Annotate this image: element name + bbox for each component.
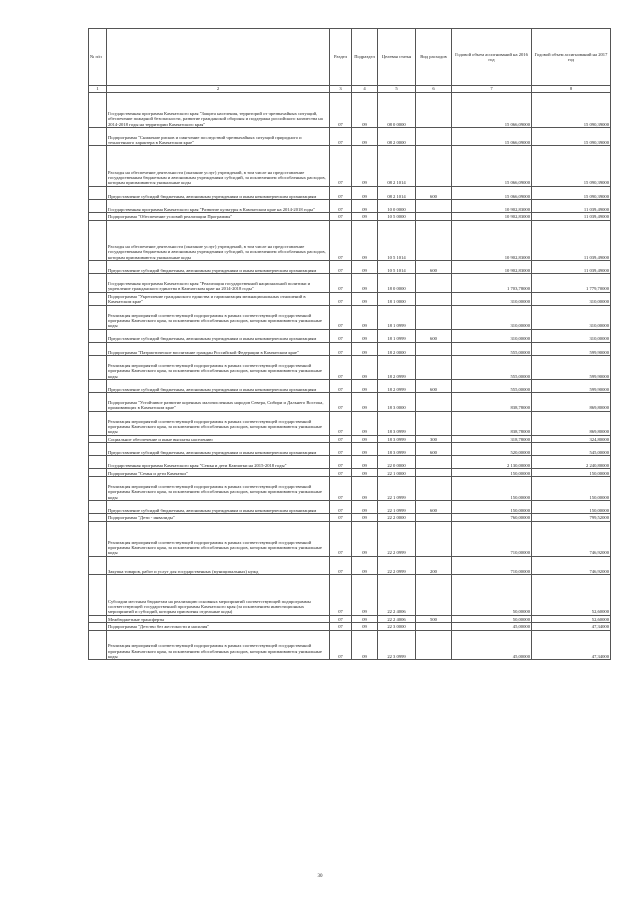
budget-table-sheet (88, 28, 610, 660)
cell-razdel: 07 (330, 260, 352, 273)
cell-razdel: 07 (330, 443, 352, 456)
cell-y2017: 11 039,49000 (532, 212, 611, 220)
cell-y2016: 710,00000 (452, 521, 532, 556)
cell-num (89, 630, 107, 659)
cell-csr: 18 2 0999 (378, 379, 416, 392)
cell-vid (416, 469, 452, 477)
cell-vid (416, 392, 452, 411)
cell-csr: 08 0 0000 (378, 93, 416, 128)
cell-num (89, 556, 107, 575)
cell-y2017: 310,00000 (532, 292, 611, 305)
cell-vid (416, 212, 452, 220)
header-podrazdel: Подраздел (352, 29, 378, 86)
cell-podrazdel: 09 (352, 556, 378, 575)
cell-y2017: 869,80000 (532, 411, 611, 435)
cell-podrazdel: 09 (352, 274, 378, 293)
cell-y2016: 838,78000 (452, 392, 532, 411)
cell-vid: 600 (416, 186, 452, 199)
cell-razdel: 07 (330, 556, 352, 575)
cell-podrazdel: 09 (352, 127, 378, 146)
cell-podrazdel: 09 (352, 355, 378, 379)
cell-razdel: 07 (330, 274, 352, 293)
cell-num (89, 146, 107, 186)
cell-y2017: 799,52000 (532, 514, 611, 522)
cell-razdel: 07 (330, 615, 352, 623)
cell-name: Предоставление субсидий бюджетным, автономным учреждениям и иным некоммерческим организациям (107, 379, 330, 392)
cell-y2017: 15 090,39000 (532, 146, 611, 186)
cell-num (89, 456, 107, 469)
cell-vid: 600 (416, 329, 452, 342)
cell-vid (416, 292, 452, 305)
index-cell: 8 (532, 86, 611, 93)
cell-razdel: 07 (330, 514, 352, 522)
cell-name: Подпрограмма "Патриотическое воспитание граждан Российской Федерации в Камчатском крае" (107, 342, 330, 355)
cell-y2017: 746,92000 (532, 556, 611, 575)
cell-razdel: 07 (330, 292, 352, 305)
cell-podrazdel: 09 (352, 500, 378, 513)
cell-num (89, 500, 107, 513)
cell-vid (416, 127, 452, 146)
cell-name: Закупка товаров, работ и услуг для государственных (муниципальных) нужд (107, 556, 330, 575)
cell-vid (416, 146, 452, 186)
cell-vid (416, 575, 452, 615)
cell-csr: 18 3 0999 (378, 435, 416, 443)
cell-razdel: 07 (330, 435, 352, 443)
cell-y2017: 150,00000 (532, 500, 611, 513)
cell-y2017: 15 090,39000 (532, 186, 611, 199)
cell-y2016: 310,00000 (452, 292, 532, 305)
cell-vid: 600 (416, 443, 452, 456)
table-row (89, 127, 611, 146)
cell-y2016: 10 902,83000 (452, 212, 532, 220)
table-row (89, 521, 611, 556)
cell-y2017: 1 779,70000 (532, 274, 611, 293)
cell-name: Реализация мероприятий соответствующей подпрограммы в рамках соответствующей государственной программы Камчатского края, за исключением обособленных расходов, которым присваиваются уникальные коды (107, 411, 330, 435)
cell-y2017: 545,00000 (532, 443, 611, 456)
cell-csr: 08 2 0000 (378, 127, 416, 146)
cell-name: Предоставление субсидий бюджетным, автономным учреждениям и иным некоммерческим организациям (107, 186, 330, 199)
cell-podrazdel: 09 (352, 469, 378, 477)
cell-num (89, 521, 107, 556)
cell-csr: 08 2 1014 (378, 186, 416, 199)
cell-y2016: 150,00000 (452, 500, 532, 513)
cell-num (89, 93, 107, 128)
cell-csr: 18 1 0000 (378, 292, 416, 305)
table-row (89, 199, 611, 212)
cell-vid (416, 342, 452, 355)
cell-razdel: 07 (330, 199, 352, 212)
cell-podrazdel: 09 (352, 435, 378, 443)
cell-y2016: 555,00000 (452, 379, 532, 392)
index-cell: 6 (416, 86, 452, 93)
table-row (89, 329, 611, 342)
cell-vid: 600 (416, 260, 452, 273)
cell-csr: 18 1 0999 (378, 329, 416, 342)
table-row (89, 220, 611, 260)
cell-razdel: 07 (330, 146, 352, 186)
cell-num (89, 274, 107, 293)
cell-y2016: 15 066,09000 (452, 93, 532, 128)
cell-num (89, 411, 107, 435)
cell-y2016: 760,00000 (452, 514, 532, 522)
cell-podrazdel: 09 (352, 342, 378, 355)
cell-y2016: 555,00000 (452, 342, 532, 355)
cell-y2016: 710,00000 (452, 556, 532, 575)
table-row (89, 456, 611, 469)
cell-y2016: 310,00000 (452, 305, 532, 329)
cell-csr: 18 2 0999 (378, 355, 416, 379)
cell-csr: 22 2 4006 (378, 615, 416, 623)
cell-csr: 10 5 0000 (378, 212, 416, 220)
cell-y2017: 869,80000 (532, 392, 611, 411)
table-row (89, 615, 611, 623)
table-row (89, 476, 611, 500)
table-row (89, 186, 611, 199)
cell-podrazdel: 09 (352, 514, 378, 522)
cell-name: Социальное обеспечение и иные выплаты населению (107, 435, 330, 443)
cell-podrazdel: 09 (352, 220, 378, 260)
cell-y2016: 10 902,83000 (452, 260, 532, 273)
cell-num (89, 212, 107, 220)
cell-podrazdel: 09 (352, 292, 378, 305)
cell-num (89, 260, 107, 273)
table-body (89, 93, 611, 660)
cell-csr: 10 0 0000 (378, 199, 416, 212)
cell-vid (416, 456, 452, 469)
cell-csr: 22 1 0999 (378, 500, 416, 513)
cell-csr: 08 2 1014 (378, 146, 416, 186)
header-y2016: Годовой объем ассигнований на 2016 год (452, 29, 532, 86)
cell-csr: 18 3 0999 (378, 443, 416, 456)
cell-vid (416, 411, 452, 435)
cell-csr: 10 5 1014 (378, 260, 416, 273)
cell-y2017: 47,34000 (532, 623, 611, 631)
cell-name: Субсидии местным бюджетам на реализацию основных мероприятий соответствующей подпрограммы соответствующей государственной программы Камчатского края (за исключением инвестиционных мероприятий и субсидий, которым присвоены отдельные коды) (107, 575, 330, 615)
cell-num (89, 514, 107, 522)
cell-vid: 200 (416, 556, 452, 575)
cell-y2016: 555,00000 (452, 355, 532, 379)
cell-podrazdel: 09 (352, 392, 378, 411)
cell-csr: 22 3 0000 (378, 623, 416, 631)
cell-num (89, 392, 107, 411)
cell-name: Реализация мероприятий соответствующей подпрограммы в рамках соответствующей государственной программы Камчатского края, за исключением обособленных расходов, которым присваиваются уникальные коды (107, 521, 330, 556)
cell-y2017: 150,00000 (532, 469, 611, 477)
cell-csr: 22 1 0999 (378, 476, 416, 500)
cell-vid (416, 274, 452, 293)
cell-csr: 18 3 0000 (378, 392, 416, 411)
table-row (89, 342, 611, 355)
cell-csr: 22 2 0000 (378, 514, 416, 522)
table-row (89, 392, 611, 411)
cell-csr: 22 2 0999 (378, 556, 416, 575)
table-row (89, 355, 611, 379)
cell-vid: 300 (416, 435, 452, 443)
cell-num (89, 469, 107, 477)
cell-razdel: 07 (330, 93, 352, 128)
cell-podrazdel: 09 (352, 305, 378, 329)
cell-y2016: 10 902,83000 (452, 220, 532, 260)
cell-y2016: 838,78000 (452, 411, 532, 435)
cell-y2017: 11 039,49000 (532, 199, 611, 212)
cell-podrazdel: 09 (352, 379, 378, 392)
index-cell: 2 (107, 86, 330, 93)
cell-name: Реализация мероприятий соответствующей подпрограммы в рамках соответствующей государственной программы Камчатского края, за исключением обособленных расходов, которым присваиваются уникальные коды (107, 630, 330, 659)
cell-name: Расходы на обеспечение деятельности (оказание услуг) учреждений, в том числе на предоставление государственным бюджетным и автономным учреждениям субсидий, за исключением обособленных расходов, которым присваиваются уникальные коды (107, 220, 330, 260)
cell-vid: 600 (416, 500, 452, 513)
cell-razdel: 07 (330, 476, 352, 500)
cell-name: Подпрограмма "Детство без жестокости и насилия" (107, 623, 330, 631)
cell-vid (416, 220, 452, 260)
cell-y2016: 45,00000 (452, 623, 532, 631)
cell-podrazdel: 09 (352, 575, 378, 615)
cell-csr: 18 3 0999 (378, 411, 416, 435)
index-cell: 4 (352, 86, 378, 93)
cell-razdel: 07 (330, 500, 352, 513)
table-row (89, 146, 611, 186)
cell-y2017: 11 039,49000 (532, 220, 611, 260)
header-name (107, 29, 330, 86)
cell-y2017: 15 090,39000 (532, 127, 611, 146)
cell-podrazdel: 09 (352, 411, 378, 435)
cell-razdel: 07 (330, 220, 352, 260)
header-y2017: Годовой объем ассигнований на 2017 год (532, 29, 611, 86)
table-header-row (89, 29, 611, 86)
cell-num (89, 199, 107, 212)
cell-podrazdel: 09 (352, 443, 378, 456)
cell-podrazdel: 09 (352, 456, 378, 469)
cell-y2017: 47,34000 (532, 630, 611, 659)
table-row (89, 514, 611, 522)
cell-y2016: 150,00000 (452, 469, 532, 477)
table-row (89, 575, 611, 615)
cell-name: Предоставление субсидий бюджетным, автономным учреждениям и иным некоммерческим организациям (107, 500, 330, 513)
header-csr: Целевая статья (378, 29, 416, 86)
cell-name: Предоставление субсидий бюджетным, автономным учреждениям и иным некоммерческим организациям (107, 260, 330, 273)
cell-razdel: 07 (330, 456, 352, 469)
column-index-row (89, 86, 611, 93)
index-cell: 5 (378, 86, 416, 93)
table-row (89, 379, 611, 392)
cell-vid (416, 521, 452, 556)
cell-num (89, 476, 107, 500)
cell-razdel: 07 (330, 212, 352, 220)
cell-csr: 18 1 0999 (378, 305, 416, 329)
cell-name: Реализация мероприятий соответствующей подпрограммы в рамках соответствующей государственной программы Камчатского края, за исключением обособленных расходов, которым присваиваются уникальные коды (107, 305, 330, 329)
table-row (89, 305, 611, 329)
cell-vid (416, 476, 452, 500)
cell-name: Реализация мероприятий соответствующей подпрограммы в рамках соответствующей государственной программы Камчатского края, за исключением обособленных расходов, которым присваиваются уникальные коды (107, 476, 330, 500)
cell-vid (416, 355, 452, 379)
cell-y2016: 10 902,83000 (452, 199, 532, 212)
cell-podrazdel: 09 (352, 615, 378, 623)
cell-y2016: 15 066,09000 (452, 127, 532, 146)
cell-name: Реализация мероприятий соответствующей подпрограммы в рамках соответствующей государственной программы Камчатского края, за исключением обособленных расходов, которым присваиваются уникальные коды (107, 355, 330, 379)
cell-name: Предоставление субсидий бюджетным, автономным учреждениям и иным некоммерческим организациям (107, 443, 330, 456)
cell-name: Государственная программа Камчатского края "Защита населения, территорий от чрезвычайных ситуаций, обеспечение пожарной безопасности, развитие гражданской обороны и поддержка российского казачества на 2014-2018 годы на территории Камчатского края" (107, 93, 330, 128)
cell-razdel: 07 (330, 329, 352, 342)
cell-vid: 500 (416, 615, 452, 623)
cell-vid (416, 199, 452, 212)
cell-y2016: 45,00000 (452, 630, 532, 659)
cell-num (89, 342, 107, 355)
table-row (89, 93, 611, 128)
cell-vid: 600 (416, 379, 452, 392)
cell-csr: 22 2 0999 (378, 521, 416, 556)
budget-table (88, 28, 611, 660)
cell-razdel: 07 (330, 469, 352, 477)
table-row (89, 500, 611, 513)
cell-name: Подпрограмма "Укрепление гражданского единства и гармонизация межнациональных отношений в Камчатском крае" (107, 292, 330, 305)
cell-num (89, 355, 107, 379)
cell-vid (416, 305, 452, 329)
cell-podrazdel: 09 (352, 93, 378, 128)
cell-y2016: 50,00000 (452, 575, 532, 615)
cell-num (89, 615, 107, 623)
cell-podrazdel: 09 (352, 186, 378, 199)
cell-y2017: 746,92000 (532, 521, 611, 556)
table-row (89, 292, 611, 305)
cell-razdel: 07 (330, 127, 352, 146)
cell-y2017: 15 090,39000 (532, 93, 611, 128)
cell-y2017: 599,90000 (532, 379, 611, 392)
cell-num (89, 329, 107, 342)
table-row (89, 443, 611, 456)
cell-y2017: 52,60000 (532, 575, 611, 615)
cell-y2016: 2 130,00000 (452, 456, 532, 469)
index-cell: 3 (330, 86, 352, 93)
index-cell: 7 (452, 86, 532, 93)
cell-num (89, 443, 107, 456)
cell-name: Государственная программа Камчатского края "Семья и дети Камчатки на 2015-2018 годы" (107, 456, 330, 469)
header-razdel: Раздел (330, 29, 352, 86)
cell-podrazdel: 09 (352, 146, 378, 186)
cell-vid (416, 630, 452, 659)
cell-podrazdel: 09 (352, 212, 378, 220)
cell-y2016: 520,00000 (452, 443, 532, 456)
cell-name: Межбюджетные трансферты (107, 615, 330, 623)
cell-razdel: 07 (330, 379, 352, 392)
table-row (89, 260, 611, 273)
cell-podrazdel: 09 (352, 521, 378, 556)
table-row (89, 630, 611, 659)
page-number: 30 (317, 874, 323, 879)
cell-razdel: 07 (330, 623, 352, 631)
cell-num (89, 623, 107, 631)
index-cell: 1 (89, 86, 107, 93)
cell-razdel: 07 (330, 575, 352, 615)
cell-name: Подпрограмма "Семья и дети Камчатки" (107, 469, 330, 477)
cell-y2016: 310,00000 (452, 329, 532, 342)
cell-csr: 22 2 4006 (378, 575, 416, 615)
header-num: № п/п (89, 29, 107, 86)
cell-y2016: 50,00000 (452, 615, 532, 623)
cell-razdel: 07 (330, 630, 352, 659)
cell-y2017: 310,00000 (532, 305, 611, 329)
cell-csr: 10 5 1014 (378, 220, 416, 260)
table-row (89, 274, 611, 293)
cell-num (89, 575, 107, 615)
cell-num (89, 305, 107, 329)
cell-csr: 22 3 0999 (378, 630, 416, 659)
cell-vid (416, 93, 452, 128)
cell-razdel: 07 (330, 355, 352, 379)
cell-name: Подпрограмма "Снижение рисков и смягчение последствий чрезвычайных ситуаций природного и техногенного характера в Камчатском крае" (107, 127, 330, 146)
cell-y2017: 599,90000 (532, 355, 611, 379)
cell-csr: 22 0 0000 (378, 456, 416, 469)
table-row (89, 435, 611, 443)
cell-num (89, 186, 107, 199)
cell-y2016: 150,00000 (452, 476, 532, 500)
cell-name: Предоставление субсидий бюджетным, автономным учреждениям и иным некоммерческим организациям (107, 329, 330, 342)
cell-y2017: 599,90000 (532, 342, 611, 355)
header-vid: Вид расходов (416, 29, 452, 86)
cell-num (89, 220, 107, 260)
cell-y2016: 15 066,09000 (452, 186, 532, 199)
cell-csr: 22 1 0000 (378, 469, 416, 477)
table-row (89, 411, 611, 435)
cell-y2016: 15 066,09000 (452, 146, 532, 186)
cell-name: Подпрограмма "Дети - инвалиды" (107, 514, 330, 522)
cell-num (89, 292, 107, 305)
cell-podrazdel: 09 (352, 329, 378, 342)
cell-name: Подпрограмма "Устойчивое развитие коренных малочисленных народов Севера, Сибири и Дальнего Востока, проживающих в Камчатском крае" (107, 392, 330, 411)
table-row (89, 212, 611, 220)
cell-podrazdel: 09 (352, 476, 378, 500)
cell-y2016: 1 703,78000 (452, 274, 532, 293)
cell-vid (416, 514, 452, 522)
cell-num (89, 127, 107, 146)
cell-podrazdel: 09 (352, 623, 378, 631)
cell-name: Государственная программа Камчатского края "Реализация государственной национальной политики и укрепление гражданского единства в Камчатском крае на 2014-2018 годы" (107, 274, 330, 293)
cell-y2017: 310,00000 (532, 329, 611, 342)
cell-y2017: 324,80000 (532, 435, 611, 443)
cell-num (89, 435, 107, 443)
table-row (89, 469, 611, 477)
cell-y2017: 2 240,80000 (532, 456, 611, 469)
cell-razdel: 07 (330, 392, 352, 411)
cell-razdel: 07 (330, 342, 352, 355)
cell-csr: 18 0 0000 (378, 274, 416, 293)
cell-num (89, 379, 107, 392)
table-row (89, 556, 611, 575)
cell-razdel: 07 (330, 186, 352, 199)
cell-razdel: 07 (330, 305, 352, 329)
cell-y2017: 52,60000 (532, 615, 611, 623)
cell-podrazdel: 09 (352, 260, 378, 273)
cell-name: Подпрограмма "Обеспечение условий реализации Программы" (107, 212, 330, 220)
cell-podrazdel: 09 (352, 199, 378, 212)
cell-podrazdel: 09 (352, 630, 378, 659)
cell-razdel: 07 (330, 521, 352, 556)
cell-name: Государственная программа Камчатского края "Развитие культуры в Камчатском крае на 2014-2018 годы" (107, 199, 330, 212)
cell-csr: 18 2 0000 (378, 342, 416, 355)
cell-y2016: 318,78000 (452, 435, 532, 443)
cell-y2017: 150,00000 (532, 476, 611, 500)
cell-razdel: 07 (330, 411, 352, 435)
cell-vid (416, 623, 452, 631)
table-row (89, 623, 611, 631)
cell-y2017: 11 039,49000 (532, 260, 611, 273)
cell-name: Расходы на обеспечение деятельности (оказание услуг) учреждений, в том числе на предоставление государственным бюджетным и автономным учреждениям субсидий, за исключением обособленных расходов, которым присваиваются уникальные коды (107, 146, 330, 186)
